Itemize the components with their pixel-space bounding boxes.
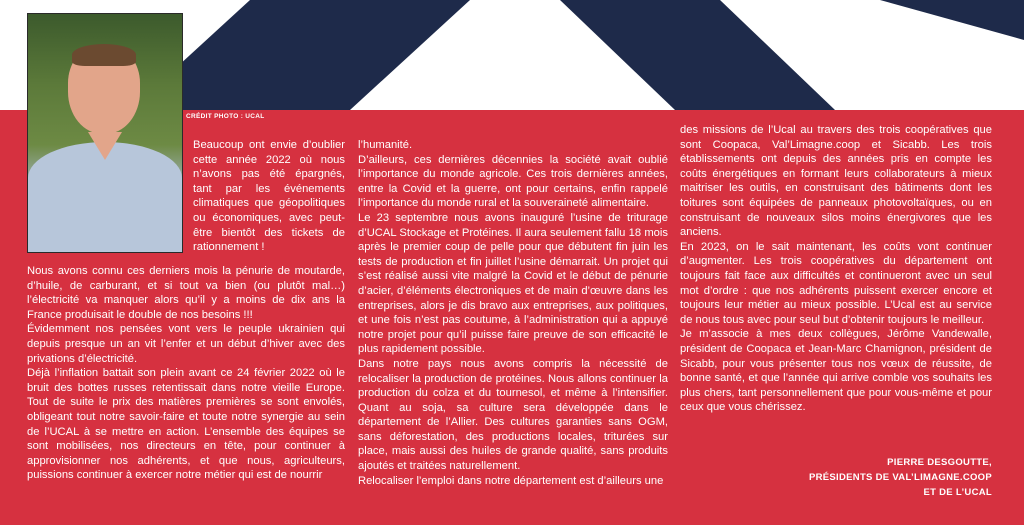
paragraph: Je m’associe à mes deux collègues, Jérôme Vandewalle, président de Coopaca et Jean-Marc Chamignon, président de Sicabb, pour vous présenter tous nos vœux de réussite, de bonne santé, et que l’année qui arrive comble vos souhaits les plus chers, tant personnellement que pour vous-même et pour ceux que vous chérissez. (680, 328, 992, 414)
paragraph: Relocaliser l’emploi dans notre département est d’ailleurs une (358, 474, 664, 487)
signature (809, 455, 992, 500)
signature-role: PRÉSIDENTS DE VAL’LIMAGNE.COOP (808, 472, 992, 483)
paragraph: Nous avons connu ces derniers mois la pénurie de moutarde, d’huile, de carburant, et si tout va bien (ou plutôt mal…) l’électricité va manquer alors qu’il y a moins de dix ans la France produisait le double de nos besoins !!! (27, 265, 345, 321)
paragraph: l’humanité. (358, 139, 413, 151)
article-intro (193, 138, 345, 255)
article-column-3 (680, 123, 992, 415)
paragraph: des missions de l’Ucal au travers des trois coopératives que sont Coopaca, Val’Limagne.coop et Sicabb. Les trois établissements ont depuis des années pris en compte les coûts énergétiques en formant leurs collaborateurs à mieux maitriser les outils, en construisant des bâtiments dont les toitures sont équipées de panneaux photovoltaïques, ou en construisant de nouveaux silos moins énergivores que les anciens. (680, 124, 992, 239)
photo-credit: CRÉDIT PHOTO : UCAL (186, 113, 265, 120)
paragraph: En 2023, on le sait maintenant, les coûts vont continuer d’augmenter. Les trois coopératives du département ont toujours fait face aux difficultés et continueront avec un seul mot d’ordre : que nos adhérents puissent exercer encore et toujours leur métier au mieux possible. L’Ucal est au service de nous tous avec pour seul but d’obtenir toujours le meilleur. (680, 240, 992, 326)
signature-org: ET DE L’UCAL (923, 487, 992, 498)
paragraph: Beaucoup ont envie d’oublier cette année 2022 où nous n’avons pas été épargnés, tant par les événements climatiques que géopolitiques ou économiques, avec peut-être bientôt des tickets de rationnement ! (193, 139, 345, 254)
paragraph: Évidemment nos pensées vont vers le peuple ukrainien qui depuis presque un an vit l’enfer et un début d’hiver avec des privations d’électricité. (27, 323, 345, 365)
paragraph: Dans notre pays nous avons compris la nécessité de relocaliser la production de protéines. Nous allons continuer la production du colza et du tournesol, et même à l’intensifier. Quant au soja, sa culture sera développée dans le département de l’Allier. Des cultures garanties sans OGM, sans déforestation, des productions locales, triturées sur place, mais aussi des huiles de grande qualité, sans produits ajoutés et traitées naturellement. (358, 357, 668, 473)
paragraph: D’ailleurs, ces dernières décennies la société avait oublié l’importance du monde agricole. Ces trois dernières années, entre la Covid et la guerre, ont pour certains, enfin rappelé l’importance du monde rural et la souveraineté alimentaire. (358, 153, 668, 210)
article-column-2 (358, 138, 668, 488)
article-column-1 (27, 264, 345, 483)
navy-stripe-right (560, 0, 835, 110)
paragraph: Déjà l’inflation battait son plein avant ce 24 février 2022 où le bruit des bottes russes retentissait dans notre vieille Europe. Tout de suite le prix des matières premières se sont envolés, obligeant tout notre savoir-faire et toute notre synergie au sein de l’UCAL à se mettre en action. L’ensemble des équipes se sont mobilisées, nos directeurs en tête, pour continuer à approvisionner nos adhérents, et que nous, agriculteurs, puissions continuer à exercer notre métier qui est de nourrir (27, 367, 345, 482)
signature-name: PIERRE DESGOUTTE, (887, 457, 992, 468)
author-photo (27, 13, 183, 253)
paragraph: Le 23 septembre nous avons inauguré l’usine de triturage d’UCAL Stockage et Protéines. Il aura seulement fallu 18 mois après le premier coup de pelle pour que débutent fin juin les tests de production et fin juillet l’usine démarrait. Un projet qui s’est réalisé aussi vite malgré la Covid et le début de pénurie d’acier, d’éléments électroniques et de main d’œuvre dans les entreprises, alors je dis bravo aux entreprises, aux politiques, et une fois n’est pas coutume, à l’administration qui a appuyé notre projet pour qu’il puisse faire preuve de son efficacité le plus rapidement possible. (358, 211, 668, 356)
navy-corner (880, 0, 1024, 40)
photo-hair (72, 44, 136, 66)
